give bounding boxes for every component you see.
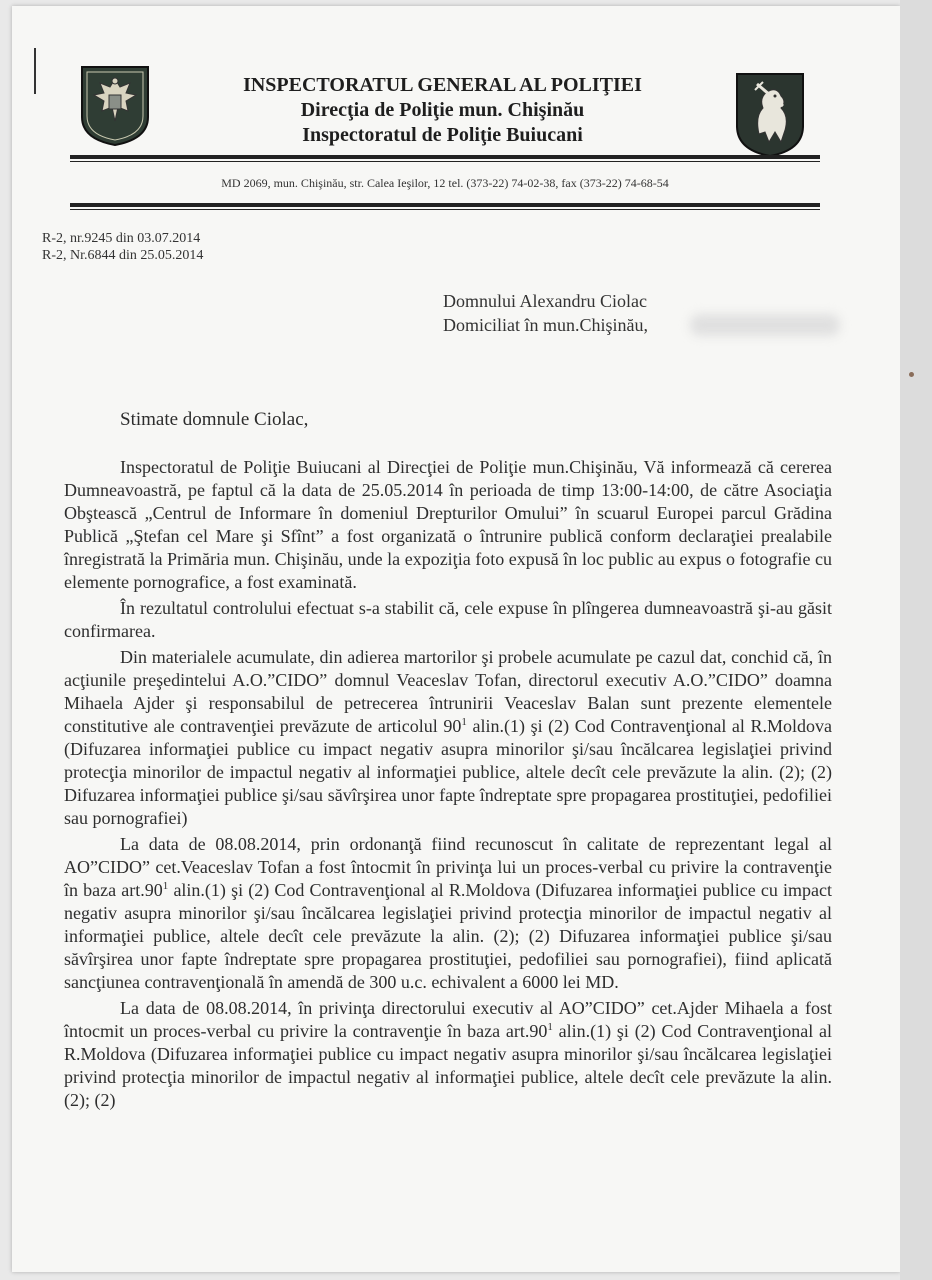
margin-mark <box>34 48 36 94</box>
scan-background-edge <box>900 0 932 1280</box>
police-coat-of-arms-icon <box>80 65 150 147</box>
paragraph-text: alin.(1) şi (2) Cod Contravenţional al R.Moldova (Difuzarea informaţiei publice cu impact negativ asupra minorilor şi/sau încălcarea legislaţiei privind protecţia minorilor de impactul negativ al informaţiei publice, altele decît cele prevăzute la alin. (2); (2) Difuzarea informaţiei publice şi/sau săvîrşirea unor fapte îndreptate spre propagarea prostituţiei, pedofiliei sau pornografiei) <box>64 716 832 828</box>
paragraph-tofan <box>64 833 832 994</box>
directorate-title: Direcţia de Poliţie mun. Chişinău <box>300 99 585 121</box>
paragraph-text: alin.(1) şi (2) Cod Contravenţional al R.Moldova (Difuzarea informaţiei publice cu impact negativ asupra minorilor şi/sau încălcarea legislaţiei privind protecţia minorilor de impactul negativ al informaţiei publice, altele decît cele prevăzute la alin. (2); (2) Difuzarea informaţiei publice şi/sau săvîrşirea unor fapte îndreptate spre propagarea prostituţiei, pedofiliei sau pornografiei), fiind aplicată sancţiunea contravenţională în amendă de 300 u.c. echivalent a 6000 lei MD. <box>64 880 833 992</box>
institution-title: INSPECTORATUL GENERAL AL POLIŢIEI <box>243 74 642 96</box>
recipient-address: Domiciliat în mun.Chişinău, <box>443 315 648 335</box>
reference-numbers <box>42 230 203 264</box>
paragraph-ajder <box>64 997 832 1112</box>
contact-address: MD 2069, mun. Chişinău, str. Calea Ieşilor, 12 tel. (373-22) 74-02-38, fax (373-22) 74-68-54 <box>221 176 669 190</box>
inspectorate-title: Inspectoratul de Poliţie Buiucani <box>302 124 583 146</box>
recipient-name: Domnului Alexandru Ciolac <box>443 291 647 311</box>
paragraph-findings <box>64 646 832 830</box>
paragraph-result: În rezultatul controlului efectuat s-a stabilit că, cele expuse în plîngerea dumneavoastră şi-au găsit confirmarea. <box>64 598 832 641</box>
article-superscript: 1 <box>162 880 169 892</box>
paragraph-text: Din materialele acumulate, din adierea martorilor şi probele acumulate pe cazul dat, conchid că, în acţiunile preşedintelui A.O.”CIDO” domnul Veaceslav Tofan, directorul executiv A.O.”CIDO” doamna Mihaela Ajder şi responsabilul de petrecerea întrunirii Veaceslav Balan sunt prezente elementele constitutive ale contravenţiei prevăzute de articolul 90 <box>64 647 832 736</box>
article-superscript: 1 <box>547 1021 553 1033</box>
letter-body <box>64 456 832 1115</box>
address-rule-thick <box>70 203 820 207</box>
article-superscript: 1 <box>461 716 467 728</box>
paragraph-text: La data de 08.08.2014, în privinţa directorului executiv al AO”CIDO” cet.Ajder Mihaela a fost întocmit un proces-verbal cu privire la contravenţie în baza art.90 <box>64 998 832 1041</box>
address-rule-thin <box>70 209 820 210</box>
scan-speck <box>909 372 914 377</box>
recipient-block <box>443 289 648 337</box>
reference-line: R-2, nr.9245 din 03.07.2014 <box>42 231 201 246</box>
header-rule-thick <box>70 155 820 159</box>
paragraph-text: La data de 08.08.2014, prin ordonanţă fiind recunoscut în calitate de reprezentant legal al AO”CIDO” cet.Veaceslav Tofan a fost întocmit în privinţa lui un proces-verbal cu privire la contravenţie în baza art.90 <box>64 834 832 900</box>
paragraph-intro: Inspectoratul de Poliţie Buiucani al Direcţiei de Poliţie mun.Chişinău, Vă informează că cererea Dumneavoastră, pe faptul că la data de 25.05.2014 în perioada de timp 13:00-14:00, de către Asociaţia Obştească „Centrul de Informare în domeniul Drepturilor Omului” în scuarul Europei parcul Grădina Publică „Ştefan cel Mare şi Sfînt” a fost organizată o întrunire publică conform declaraţiei prealabile înregistrată la Primăria mun. Chişinău, unde la expoziţia foto expusă în loc public au expus o fotografie cu elemente pornografice, a fost examinată. <box>64 457 832 592</box>
redacted-address <box>690 314 840 336</box>
reference-line: R-2, Nr.6844 din 25.05.2014 <box>42 248 204 263</box>
header-rule-thin <box>70 161 820 162</box>
salutation: Stimate domnule Ciolac, <box>120 409 309 430</box>
lion-with-sword-icon <box>735 72 805 158</box>
paragraph-text: alin.(1) şi (2) Cod Contravenţional al R.Moldova (Difuzarea informaţiei publice cu impact negativ asupra minorilor şi/sau încălcarea legislaţiei privind protecţia minorilor de impactul negativ al informaţiei publice, altele decît cele prevăzute la alin. (2); (2) <box>64 1021 832 1110</box>
